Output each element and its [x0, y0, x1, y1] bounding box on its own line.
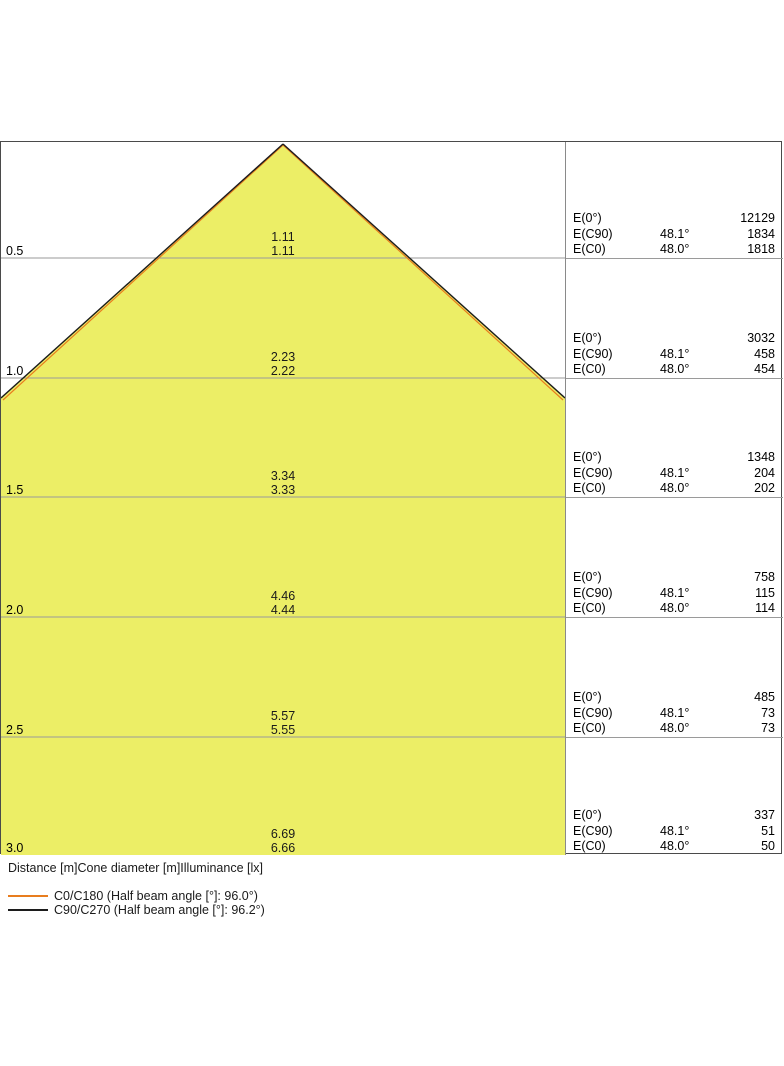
e0-label: E(0°) [573, 690, 602, 704]
ec90-value: 458 [754, 346, 775, 361]
ec90-value: 204 [754, 465, 775, 480]
ec0-value: 202 [754, 481, 775, 496]
e0-label: E(0°) [573, 211, 602, 225]
chart-area [0, 141, 782, 854]
e0-value: 485 [754, 690, 775, 704]
ec0-value: 73 [761, 721, 775, 736]
ec0-angle: 48.0° [660, 481, 690, 496]
illuminance-block [566, 211, 783, 258]
illuminance-block [566, 331, 783, 378]
axis-caption-illuminance: Illuminance [lx] [180, 861, 263, 875]
cone-diameter-label: 1.11 1.11 [271, 230, 295, 258]
illuminance-block [566, 570, 783, 617]
ec90-value: 115 [755, 585, 775, 600]
illuminance-block [566, 808, 783, 855]
e0-value: 12129 [740, 211, 775, 225]
ec0-label: E(C0) [573, 481, 606, 496]
ec0-angle: 48.0° [660, 839, 690, 854]
e0-label: E(0°) [573, 570, 602, 584]
legend-item-c0-c180 [8, 889, 265, 903]
e0-value: 1348 [747, 450, 775, 464]
cone-diameter-label: 2.23 2.22 [270, 350, 296, 378]
ec90-label: E(C90) [573, 585, 613, 600]
illuminance-block [566, 690, 783, 737]
distance-label: 3.0 [6, 841, 24, 855]
ec0-angle: 48.0° [660, 242, 690, 257]
distance-label: 2.0 [6, 603, 24, 617]
ec90-angle: 48.1° [660, 226, 690, 241]
legend-item-c90-c270 [8, 903, 265, 917]
gridline [566, 737, 783, 738]
ec90-label: E(C90) [573, 705, 613, 720]
e0-label: E(0°) [573, 450, 602, 464]
ec90-angle: 48.1° [660, 705, 690, 720]
ec90-angle: 48.1° [660, 465, 690, 480]
legend-label: C90/C270 (Half beam angle [°]: 96.2°) [54, 903, 265, 917]
gridline [566, 497, 783, 498]
legend-label: C0/C180 (Half beam angle [°]: 96.0°) [54, 889, 258, 903]
legend-line-black-icon [8, 909, 48, 911]
e0-label: E(0°) [573, 331, 602, 345]
gridline [566, 258, 783, 259]
ec90-label: E(C90) [573, 465, 613, 480]
cone-diameter-label: 6.69 6.66 [270, 827, 296, 855]
ec90-value: 51 [761, 823, 775, 838]
ec90-value: 73 [761, 705, 775, 720]
ec0-value: 1818 [747, 242, 775, 257]
e0-value: 758 [754, 570, 775, 584]
ec90-label: E(C90) [573, 226, 613, 241]
ec0-label: E(C0) [573, 242, 606, 257]
cone-diameter-label: 3.34 3.33 [270, 469, 296, 497]
ec0-value: 50 [761, 839, 775, 854]
ec0-label: E(C0) [573, 839, 606, 854]
illuminance-block [566, 450, 783, 497]
ec0-value: 114 [755, 601, 775, 616]
ec0-angle: 48.0° [660, 362, 690, 377]
axis-caption-distance: Distance [m] [8, 861, 78, 875]
ec90-angle: 48.1° [660, 346, 690, 361]
e0-value: 3032 [747, 331, 775, 345]
ec0-label: E(C0) [573, 721, 606, 736]
ec90-angle: 48.1° [660, 823, 690, 838]
ec90-label: E(C90) [573, 346, 613, 361]
gridline [566, 617, 783, 618]
distance-label: 2.5 [6, 723, 24, 737]
ec90-label: E(C90) [573, 823, 613, 838]
ec0-angle: 48.0° [660, 601, 690, 616]
distance-label: 0.5 [6, 244, 24, 258]
ec0-label: E(C0) [573, 601, 606, 616]
distance-label: 1.5 [6, 483, 24, 497]
legend [8, 889, 265, 917]
ec90-value: 1834 [747, 226, 775, 241]
distance-label: 1.0 [6, 364, 24, 378]
e0-value: 337 [754, 808, 775, 822]
axis-caption [8, 861, 263, 876]
axis-caption-cone-diameter: Cone diameter [m] [77, 861, 181, 875]
e0-label: E(0°) [573, 808, 602, 822]
ec0-value: 454 [754, 362, 775, 377]
legend-line-orange-icon [8, 895, 48, 897]
cone-diameter-label: 4.46 4.44 [270, 589, 296, 617]
ec90-angle: 48.1° [660, 585, 690, 600]
cone-diameter-label: 5.57 5.55 [270, 709, 296, 737]
ec0-angle: 48.0° [660, 721, 690, 736]
ec0-label: E(C0) [573, 362, 606, 377]
gridline [566, 378, 783, 379]
